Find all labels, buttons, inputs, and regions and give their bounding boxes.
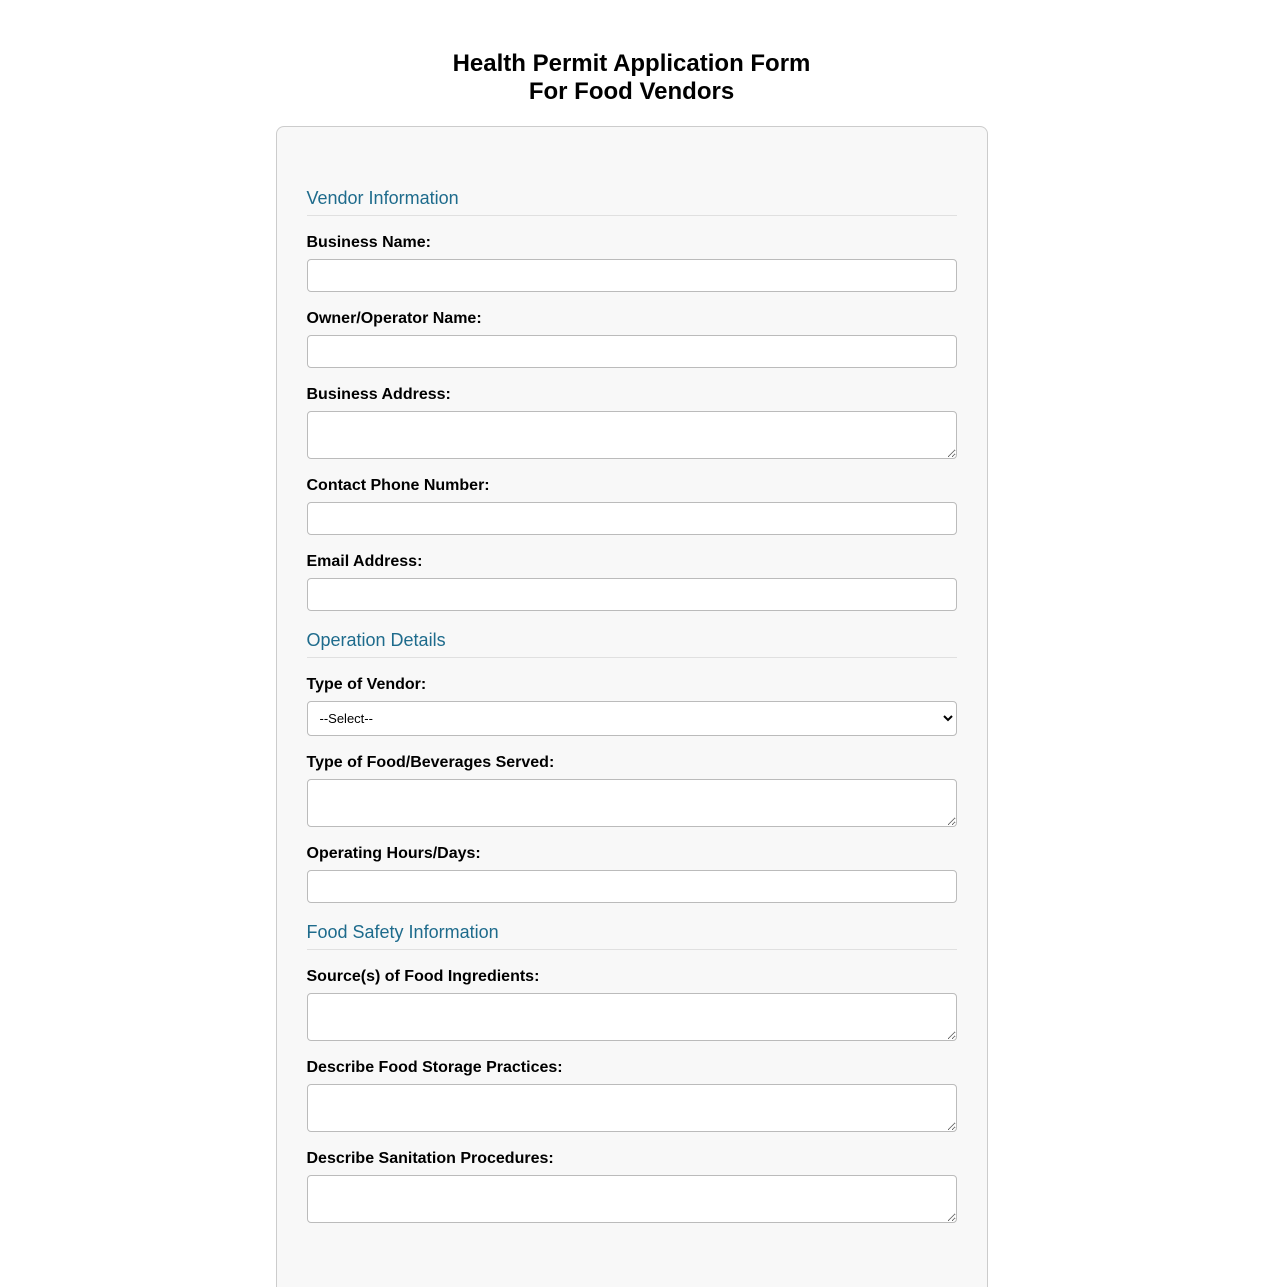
- section-title-vendor-information: Vendor Information: [307, 187, 957, 216]
- page-title: Health Permit Application Form For Food Vendors: [452, 50, 811, 105]
- business-name-label: Business Name:: [306, 234, 431, 251]
- email-input[interactable]: [307, 578, 957, 611]
- email-label: Email Address:: [306, 553, 423, 570]
- vendor-type-label: Type of Vendor:: [306, 676, 427, 693]
- owner-name-label: Owner/Operator Name:: [306, 310, 482, 327]
- ingredient-source-textarea[interactable]: [307, 993, 957, 1041]
- section-title-food-safety: Food Safety Information: [307, 921, 957, 950]
- operating-hours-input[interactable]: [307, 870, 957, 903]
- owner-name-input[interactable]: [307, 335, 957, 368]
- vendor-type-select[interactable]: [307, 701, 957, 736]
- operating-hours-label: Operating Hours/Days:: [306, 845, 481, 862]
- business-address-textarea[interactable]: [307, 411, 957, 459]
- phone-label: Contact Phone Number:: [306, 477, 490, 494]
- business-address-label: Business Address:: [306, 386, 451, 403]
- form-container: [276, 126, 988, 1287]
- phone-input[interactable]: [307, 502, 957, 535]
- sanitation-textarea[interactable]: [307, 1175, 957, 1223]
- storage-practices-textarea[interactable]: [307, 1084, 957, 1132]
- ingredient-source-label: Source(s) of Food Ingredients:: [306, 968, 540, 985]
- food-served-label: Type of Food/Beverages Served:: [306, 754, 555, 771]
- sanitation-label: Describe Sanitation Procedures:: [306, 1150, 554, 1167]
- business-name-input[interactable]: [307, 259, 957, 292]
- section-title-operation-details: Operation Details: [307, 629, 957, 658]
- food-served-textarea[interactable]: [307, 779, 957, 827]
- storage-practices-label: Describe Food Storage Practices:: [306, 1059, 563, 1076]
